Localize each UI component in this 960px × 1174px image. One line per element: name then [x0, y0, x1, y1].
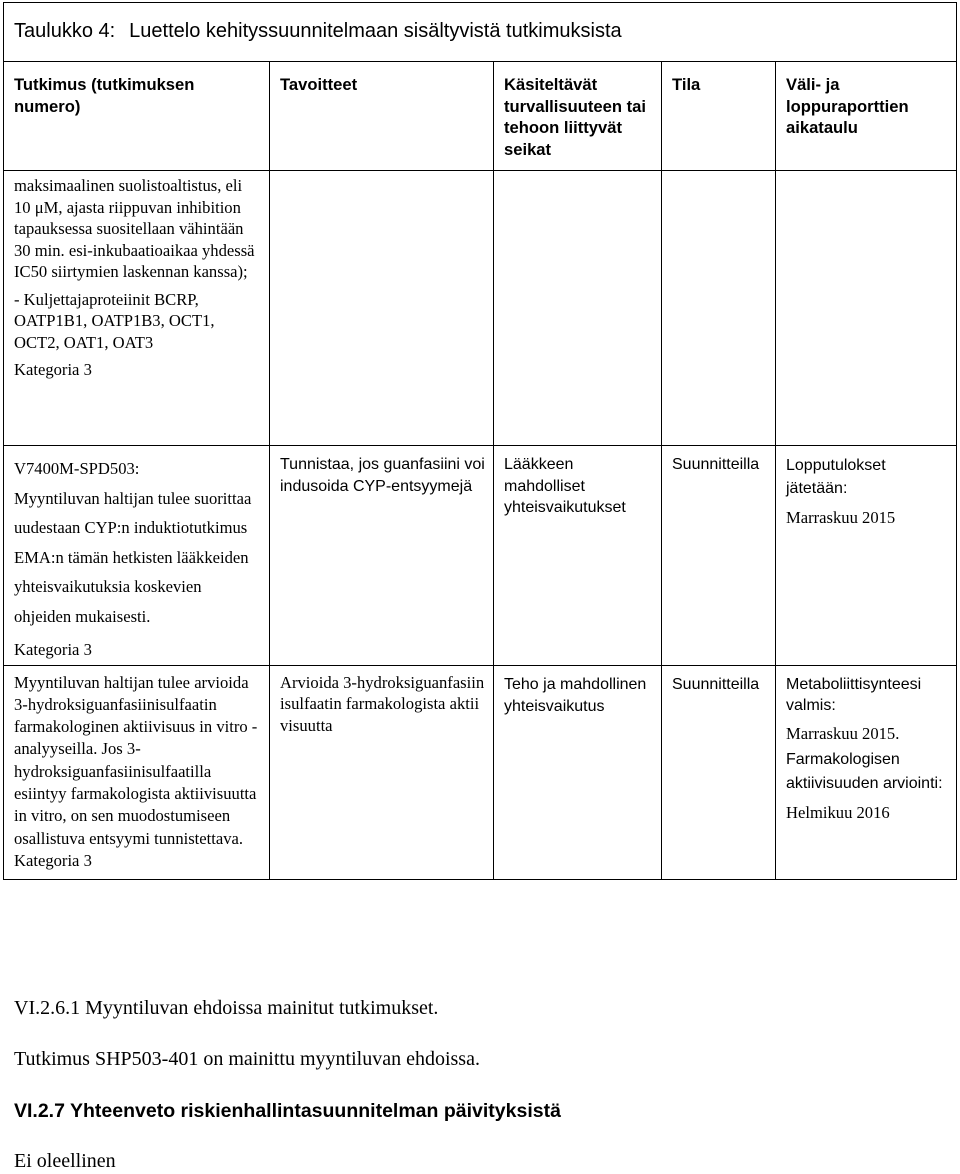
header-status: Tila — [662, 62, 776, 171]
row2-concerns: Lääkkeen mahdolliset yhteisvaikutukset — [494, 446, 662, 666]
row2-schedule-label: Lopputulokset jätetään: — [786, 457, 886, 497]
row3-concerns: Teho ja mahdollinen yhteisvaikutus — [494, 665, 662, 880]
table-row — [4, 446, 957, 666]
section-heading-vi-2-7: VI.2.7 Yhteenveto riskienhallintasuunnitelman päivityksistä — [14, 1100, 561, 1122]
row1-objective — [270, 171, 494, 446]
row1-concerns — [494, 171, 662, 446]
table-header-row — [4, 62, 957, 171]
row2-status: Suunnitteilla — [662, 446, 776, 666]
row3-study-category: Kategoria 3 — [14, 850, 92, 870]
row3-schedule-label-2: Farmakologisen aktiivisuuden arviointi: — [786, 751, 943, 792]
row3-study-text: Myyntiluvan haltijan tulee arvioida 3-hydroksiguanfasiinisulfaatin farmakologinen aktiivisuus in vitro -analyyseilla. Jos 3-hydroksiguanfasiinisulfaatilla esiintyy farmakologista aktiivisuutta in vitro, on sen muodostumiseen osallistuva entsyymi tunnistettava. — [14, 672, 258, 848]
row3-schedule-date-2: Helmikuu 2016 — [786, 803, 890, 822]
table-row — [4, 665, 957, 880]
row3-study — [4, 665, 270, 880]
row1-study-category: Kategoria 3 — [14, 360, 92, 379]
row2-objective: Tunnistaa, jos guanfasiini voi indusoida CYP-entsyymejä — [270, 446, 494, 666]
row1-study-text-1: maksimaalinen suolistoaltistus, eli 10 μM, ajasta riippuvan inhibition tapauksessa suositellaan vähintään 30 min. esi-inkubaatioaikaa yhdessä IC50 siirtymien laskennan kanssa); — [14, 176, 255, 281]
row3-schedule-label-1: Metaboliittisynteesi valmis: — [786, 675, 922, 714]
section-text-2: Ei oleellinen — [14, 1150, 116, 1172]
row3-objective: Arvioida 3-hydroksiguanfasiinisulfaatin farmakologista aktiivisuutta — [270, 665, 494, 880]
table-row — [4, 171, 957, 446]
row3-schedule — [776, 665, 957, 880]
section-text-1: Tutkimus SHP503-401 on mainittu myyntiluvan ehdoissa. — [14, 1048, 480, 1070]
row1-schedule — [776, 171, 957, 446]
table-title-label: Taulukko 4: — [14, 20, 116, 43]
row2-study-category: Kategoria 3 — [14, 640, 92, 659]
table-title-text: Luettelo kehityssuunnitelmaan sisältyvistä tutkimuksista — [129, 20, 622, 43]
row1-study — [4, 171, 270, 446]
row2-schedule — [776, 446, 957, 666]
row3-schedule-date-1: Marraskuu 2015. — [786, 723, 900, 743]
studies-table — [3, 2, 957, 880]
header-concerns: Käsiteltävät turvallisuuteen tai tehoon liittyvät seikat — [494, 62, 662, 171]
row1-status — [662, 171, 776, 446]
row2-study-text: Myyntiluvan haltijan tulee suorittaa uudestaan CYP:n induktiotutkimus EMA:n tämän hetkisten lääkkeiden yhteisvaikutuksia koskevien ohjeiden mukaisesti. — [14, 488, 252, 626]
row2-study — [4, 446, 270, 666]
row1-study-text-2: - Kuljettajaproteiinit BCRP, OATP1B1, OATP1B3, OCT1, OCT2, OAT1, OAT3 — [14, 289, 215, 352]
row2-study-id: V7400M-SPD503: — [14, 459, 140, 478]
header-objectives: Tavoitteet — [270, 62, 494, 171]
table-title — [4, 3, 957, 62]
header-study: Tutkimus (tutkimuksen numero) — [4, 62, 270, 171]
row3-status: Suunnitteilla — [662, 665, 776, 880]
row2-schedule-date: Marraskuu 2015 — [786, 508, 896, 527]
header-schedule: Väli- ja loppuraporttien aikataulu — [776, 62, 957, 171]
section-heading-vi-2-6-1: VI.2.6.1 Myyntiluvan ehdoissa mainitut tutkimukset. — [14, 997, 439, 1019]
